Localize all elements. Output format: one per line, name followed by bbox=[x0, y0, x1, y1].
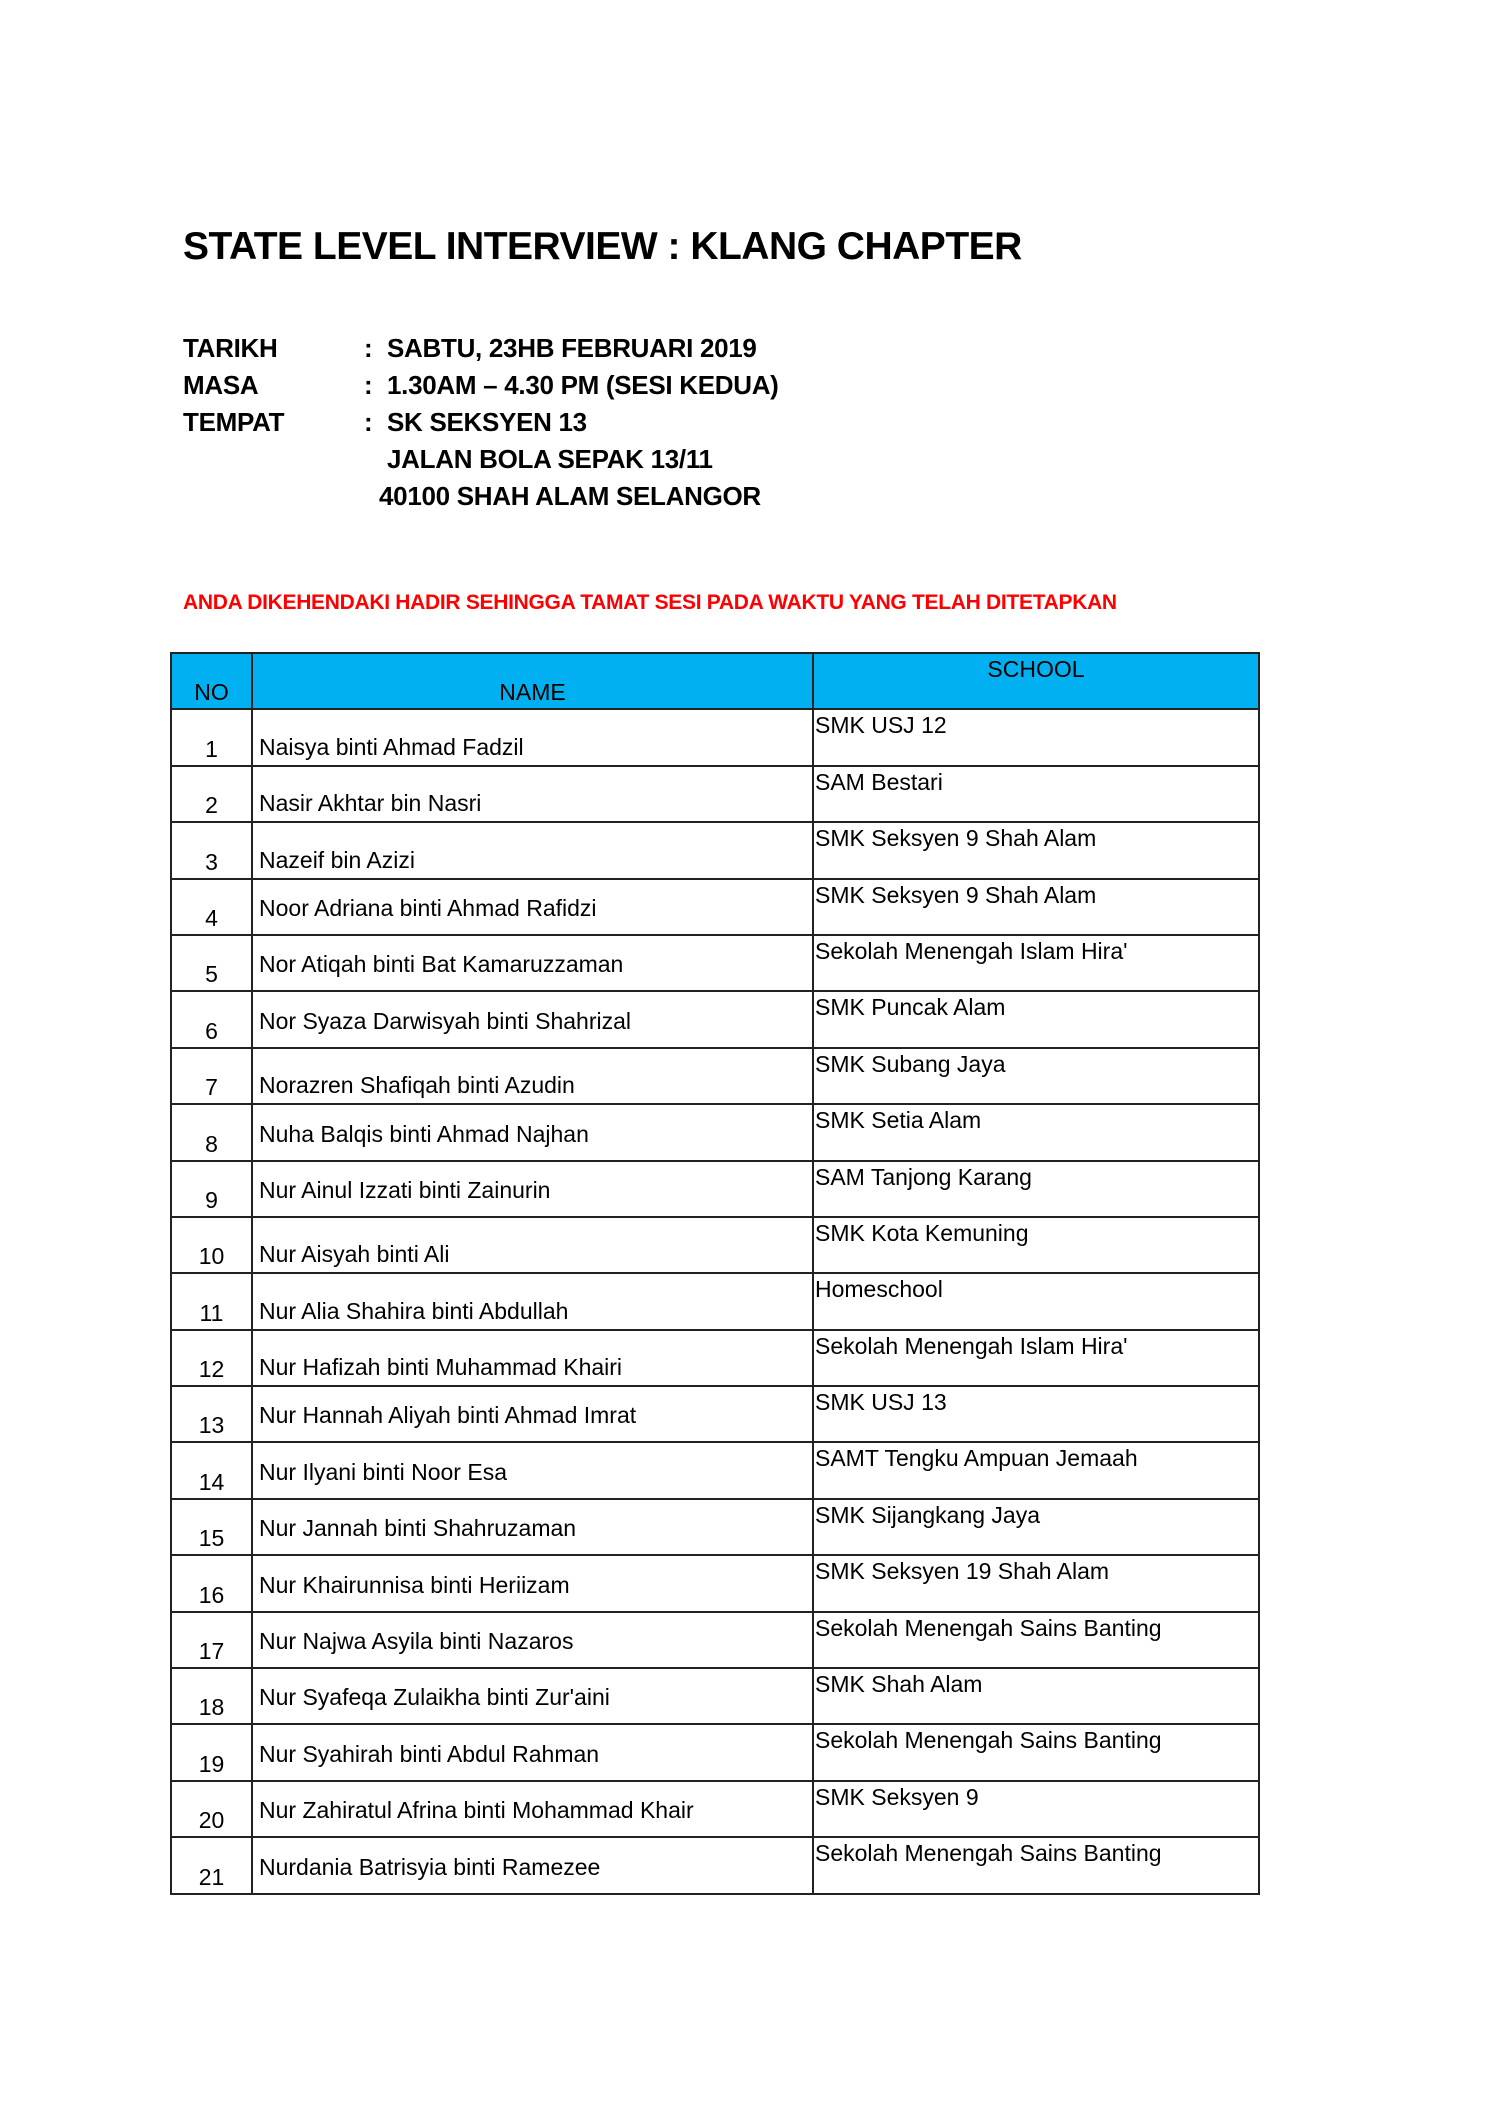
school-name-cell bbox=[813, 1668, 1259, 1724]
time-value: 1.30AM – 4.30 PM (SESI KEDUA) bbox=[387, 370, 779, 400]
row-number-cell bbox=[171, 1837, 252, 1893]
candidate-name-cell bbox=[252, 1837, 813, 1893]
candidate-name-cell bbox=[252, 1781, 813, 1837]
table-row bbox=[171, 1724, 1259, 1780]
header-school-label: SCHOOL bbox=[987, 656, 1085, 682]
candidate-name: Nor Syaza Darwisyah binti Shahrizal bbox=[259, 1007, 631, 1034]
row-number-cell bbox=[171, 1386, 252, 1442]
table-row bbox=[171, 1104, 1259, 1160]
row-number-cell bbox=[171, 935, 252, 991]
row-number: 14 bbox=[198, 1468, 225, 1495]
row-number: 19 bbox=[198, 1750, 225, 1777]
candidate-name: Nur Syahirah binti Abdul Rahman bbox=[259, 1740, 600, 1767]
table-row bbox=[171, 991, 1259, 1047]
row-number: 9 bbox=[205, 1186, 218, 1213]
row-number-cell bbox=[171, 991, 252, 1047]
row-number-cell bbox=[171, 1668, 252, 1724]
candidate-name-cell bbox=[252, 1048, 813, 1104]
row-number-cell bbox=[171, 766, 252, 822]
table-row bbox=[171, 1273, 1259, 1329]
row-number-cell bbox=[171, 709, 252, 765]
school-name-cell bbox=[813, 935, 1259, 991]
school-name: Homeschool bbox=[815, 1276, 943, 1303]
date-separator: : bbox=[364, 333, 373, 363]
table-row bbox=[171, 822, 1259, 878]
school-name: SAM Bestari bbox=[815, 768, 943, 795]
candidate-name: Nur Alia Shahira binti Abdullah bbox=[259, 1297, 569, 1324]
candidate-name: Nasir Akhtar bin Nasri bbox=[259, 790, 482, 817]
table-row bbox=[171, 1161, 1259, 1217]
row-number: 6 bbox=[205, 1017, 218, 1044]
row-number: 20 bbox=[198, 1807, 225, 1834]
row-number: 10 bbox=[198, 1243, 225, 1270]
row-number-cell bbox=[171, 1048, 252, 1104]
table-row bbox=[171, 1442, 1259, 1498]
row-number: 18 bbox=[198, 1694, 225, 1721]
school-name-cell bbox=[813, 879, 1259, 935]
candidate-name-cell bbox=[252, 1724, 813, 1780]
row-number-cell bbox=[171, 1442, 252, 1498]
row-number-cell bbox=[171, 1104, 252, 1160]
school-name: SAMT Tengku Ampuan Jemaah bbox=[815, 1445, 1138, 1472]
candidate-name: Nur Khairunnisa binti Heriizam bbox=[259, 1571, 570, 1598]
school-name: SMK Setia Alam bbox=[815, 1107, 982, 1134]
school-name: SMK Subang Jaya bbox=[815, 1050, 1006, 1077]
row-number: 4 bbox=[205, 904, 218, 931]
row-number-cell bbox=[171, 822, 252, 878]
school-name: SMK Seksyen 9 Shah Alam bbox=[815, 825, 1097, 852]
candidate-name: Nuha Balqis binti Ahmad Najhan bbox=[259, 1120, 589, 1147]
candidate-name: Nur Ainul Izzati binti Zainurin bbox=[259, 1176, 551, 1203]
row-number: 2 bbox=[205, 792, 218, 819]
candidate-name: Nur Hannah Aliyah binti Ahmad Imrat bbox=[259, 1402, 637, 1429]
date-label: TARIKH bbox=[183, 333, 278, 363]
school-name: Sekolah Menengah Islam Hira' bbox=[815, 937, 1128, 964]
school-name: SAM Tanjong Karang bbox=[815, 1163, 1032, 1190]
place-line-2: JALAN BOLA SEPAK 13/11 bbox=[387, 444, 713, 474]
table-row bbox=[171, 935, 1259, 991]
candidate-name-cell bbox=[252, 1612, 813, 1668]
row-number-cell bbox=[171, 879, 252, 935]
school-name-cell bbox=[813, 1612, 1259, 1668]
row-number: 3 bbox=[205, 848, 218, 875]
school-name: SMK USJ 13 bbox=[815, 1389, 947, 1416]
place-line-3: 40100 SHAH ALAM SELANGOR bbox=[379, 481, 761, 511]
school-name: SMK Sijangkang Jaya bbox=[815, 1501, 1041, 1528]
row-number: 13 bbox=[198, 1412, 225, 1439]
row-number: 5 bbox=[205, 961, 218, 988]
school-name-cell bbox=[813, 1217, 1259, 1273]
candidate-name-cell bbox=[252, 935, 813, 991]
table-header-row bbox=[171, 653, 1259, 709]
table-row bbox=[171, 1217, 1259, 1273]
row-number-cell bbox=[171, 1161, 252, 1217]
time-label: MASA bbox=[183, 370, 259, 400]
row-number: 15 bbox=[198, 1525, 225, 1552]
candidate-name: Naisya binti Ahmad Fadzil bbox=[259, 733, 524, 760]
school-name: SMK Seksyen 9 Shah Alam bbox=[815, 881, 1097, 908]
time-separator: : bbox=[364, 370, 373, 400]
school-name-cell bbox=[813, 766, 1259, 822]
school-name: SMK USJ 12 bbox=[815, 712, 947, 739]
candidate-name: Nur Zahiratul Afrina binti Mohammad Khair bbox=[259, 1797, 694, 1824]
school-name-cell bbox=[813, 991, 1259, 1047]
school-name: Sekolah Menengah Islam Hira' bbox=[815, 1332, 1128, 1359]
school-name-cell bbox=[813, 1161, 1259, 1217]
row-number-cell bbox=[171, 1330, 252, 1386]
candidate-table bbox=[170, 652, 1260, 1895]
table-row bbox=[171, 1612, 1259, 1668]
row-number: 11 bbox=[199, 1299, 224, 1326]
attendance-notice: ANDA DIKEHENDAKI HADIR SEHINGGA TAMAT SESI PADA WAKTU YANG TELAH DITETAPKAN bbox=[183, 591, 1117, 614]
school-name: SMK Puncak Alam bbox=[815, 994, 1006, 1021]
row-number-cell bbox=[171, 1273, 252, 1329]
row-number: 12 bbox=[198, 1356, 225, 1383]
school-name-cell bbox=[813, 1386, 1259, 1442]
candidate-name-cell bbox=[252, 1104, 813, 1160]
table-row bbox=[171, 1499, 1259, 1555]
school-name: SMK Seksyen 9 bbox=[815, 1783, 979, 1810]
row-number: 17 bbox=[198, 1638, 225, 1665]
candidate-name: Nur Aisyah binti Ali bbox=[259, 1241, 450, 1268]
table-row bbox=[171, 879, 1259, 935]
school-name-cell bbox=[813, 822, 1259, 878]
table-row bbox=[171, 1837, 1259, 1893]
candidate-name-cell bbox=[252, 1217, 813, 1273]
header-no-label: NO bbox=[194, 679, 229, 706]
candidate-name-cell bbox=[252, 766, 813, 822]
candidate-name: Nor Atiqah binti Bat Kamaruzzaman bbox=[259, 951, 624, 978]
candidate-name: Nur Hafizah binti Muhammad Khairi bbox=[259, 1354, 623, 1381]
candidate-name: Nurdania Batrisyia binti Ramezee bbox=[259, 1853, 601, 1880]
candidate-name-cell bbox=[252, 1161, 813, 1217]
school-name-cell bbox=[813, 1499, 1259, 1555]
school-name: SMK Seksyen 19 Shah Alam bbox=[815, 1558, 1110, 1585]
candidate-name-cell bbox=[252, 1555, 813, 1611]
row-number-cell bbox=[171, 1781, 252, 1837]
candidate-name-cell bbox=[252, 1668, 813, 1724]
candidate-name: Nur Ilyani binti Noor Esa bbox=[259, 1458, 507, 1485]
candidate-name: Nazeif bin Azizi bbox=[259, 846, 415, 873]
place-line-1: SK SEKSYEN 13 bbox=[387, 407, 587, 437]
row-number: 21 bbox=[198, 1863, 225, 1890]
header-school bbox=[813, 653, 1259, 709]
school-name-cell bbox=[813, 1837, 1259, 1893]
school-name: Sekolah Menengah Sains Banting bbox=[815, 1840, 1162, 1867]
header-name bbox=[252, 653, 813, 709]
candidate-name: Nur Najwa Asyila binti Nazaros bbox=[259, 1628, 574, 1655]
school-name-cell bbox=[813, 1273, 1259, 1329]
table-row bbox=[171, 1555, 1259, 1611]
school-name: SMK Shah Alam bbox=[815, 1671, 983, 1698]
table-row bbox=[171, 1781, 1259, 1837]
school-name-cell bbox=[813, 1048, 1259, 1104]
table-row bbox=[171, 1048, 1259, 1104]
school-name-cell bbox=[813, 1442, 1259, 1498]
school-name: Sekolah Menengah Sains Banting bbox=[815, 1614, 1162, 1641]
candidate-name: Noor Adriana binti Ahmad Rafidzi bbox=[259, 894, 597, 921]
table-row bbox=[171, 709, 1259, 765]
row-number-cell bbox=[171, 1217, 252, 1273]
candidate-name-cell bbox=[252, 991, 813, 1047]
candidate-name: Nur Syafeqa Zulaikha binti Zur'aini bbox=[259, 1684, 610, 1711]
row-number-cell bbox=[171, 1612, 252, 1668]
candidate-name-cell bbox=[252, 1442, 813, 1498]
candidate-name-cell bbox=[252, 709, 813, 765]
place-label: TEMPAT bbox=[183, 407, 285, 437]
header-name-label: NAME bbox=[499, 679, 566, 706]
candidate-name-cell bbox=[252, 879, 813, 935]
row-number: 1 bbox=[205, 735, 218, 762]
candidate-name-cell bbox=[252, 822, 813, 878]
candidate-name: Nur Jannah binti Shahruzaman bbox=[259, 1515, 577, 1542]
table-row bbox=[171, 1330, 1259, 1386]
date-value: SABTU, 23HB FEBRUARI 2019 bbox=[387, 333, 757, 363]
candidate-name-cell bbox=[252, 1386, 813, 1442]
school-name-cell bbox=[813, 1104, 1259, 1160]
school-name: Sekolah Menengah Sains Banting bbox=[815, 1727, 1162, 1754]
row-number-cell bbox=[171, 1724, 252, 1780]
candidate-name-cell bbox=[252, 1499, 813, 1555]
school-name-cell bbox=[813, 709, 1259, 765]
row-number: 16 bbox=[198, 1581, 225, 1608]
candidate-name-cell bbox=[252, 1330, 813, 1386]
table-row bbox=[171, 766, 1259, 822]
school-name: SMK Kota Kemuning bbox=[815, 1219, 1029, 1246]
place-separator: : bbox=[364, 407, 373, 437]
candidate-name-cell bbox=[252, 1273, 813, 1329]
row-number: 8 bbox=[205, 1130, 218, 1157]
header-no bbox=[171, 653, 252, 709]
school-name-cell bbox=[813, 1330, 1259, 1386]
school-name-cell bbox=[813, 1781, 1259, 1837]
row-number-cell bbox=[171, 1555, 252, 1611]
page-title: STATE LEVEL INTERVIEW : KLANG CHAPTER bbox=[183, 225, 1022, 268]
table-row bbox=[171, 1668, 1259, 1724]
table-row bbox=[171, 1386, 1259, 1442]
row-number: 7 bbox=[205, 1074, 218, 1101]
candidate-name: Norazren Shafiqah binti Azudin bbox=[259, 1072, 575, 1099]
school-name-cell bbox=[813, 1555, 1259, 1611]
school-name-cell bbox=[813, 1724, 1259, 1780]
row-number-cell bbox=[171, 1499, 252, 1555]
